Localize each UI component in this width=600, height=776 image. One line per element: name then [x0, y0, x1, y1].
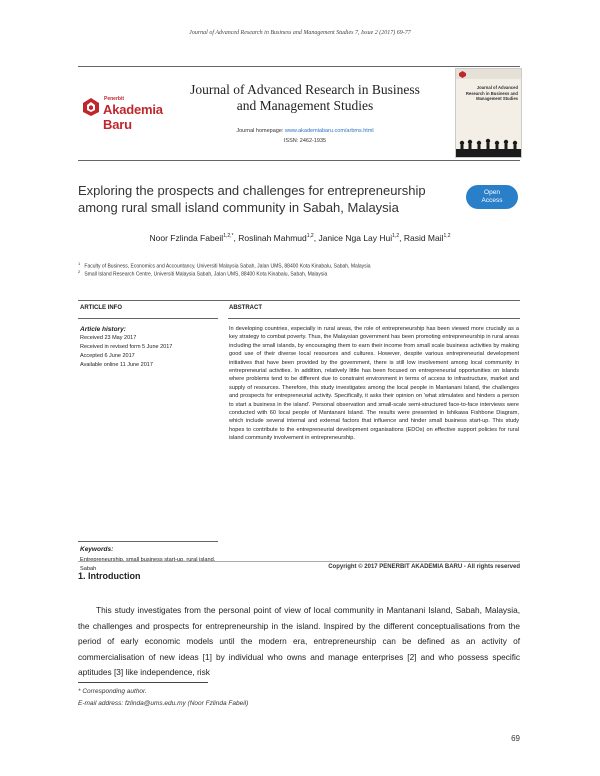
- keywords-rule: [78, 541, 218, 542]
- journal-title: [170, 82, 440, 114]
- author-affiliation-sup: 1,2: [443, 233, 451, 240]
- paper-title-line-2: among rural small island community in Sabah, Malaysia: [78, 199, 399, 215]
- article-info-label: ARTICLE INFO: [80, 305, 122, 311]
- author-affiliation-sup: 1,2: [392, 233, 400, 240]
- author-name: Noor Fzlinda Fabeil: [149, 233, 224, 243]
- affiliation-number: 1: [78, 261, 81, 266]
- info-top-rule: [78, 300, 520, 301]
- author-affiliation-sup: 1,2: [306, 233, 314, 240]
- keywords-heading: Keywords:: [80, 546, 114, 553]
- abstract-text: In developing countries, especially in rural areas, the role of entrepreneurship has been viewed more crucially as a key strategy to combat poverty. Thus, the Malaysian government has been promoting entrepreneurship in rural areas including the small islands, by encouraging them to earn their income from small scale business activities by making good use of their diverse local resources and cultures. However, despite various entrepreneurial development initiatives that have been provided by the government, there is still low involvement among local community in entrepreneurial activities. In addition, relatively little has been focused on entrepreneurial opportunities on islands where problems tend to be different due to constraint environment in terms of access to infrastructure, market and supply of resources. Therefore, this study investigates among the local people in Mantanani Island, the challenges and prospects for entrepreneurial activity. Specifically, it asks their opinion on 'what stimulates and hinders a person to start a business in the island'. Personal observation and small-scale semi-structured face-to-face interviews were conducted with 60 local people of Mantanani Island. The results were presented in Ishikawa Fishbone Diagram, which include several internal and external factors that influence and hinder small business start-up. This study hopes to contribute to the entrepreneurial development organisations (EDOs) on effective support policies for rural island community involvement in entrepreneurship.: [229, 326, 519, 442]
- history-online: Available online 11 June 2017: [80, 362, 153, 368]
- journal-homepage: [170, 128, 440, 134]
- author-name: Rasid Mail: [403, 233, 444, 243]
- author-name: Janice Nga Lay Hui: [318, 233, 393, 243]
- footnote-rule: [78, 682, 208, 683]
- cover-title: Journal of Advanced Research in Business and Management Studies: [465, 85, 518, 101]
- copyright-rule: [78, 561, 520, 562]
- journal-title-line-2: and Management Studies: [236, 98, 374, 113]
- author-list: Noor Fzlinda Fabeil$^{1,2,*}$, Roslinah Mahmud$^{1,2}$, Janice Nga Lay Hui$^{1,2}$, Rasid Mail$^{1,2}$: [149, 233, 451, 243]
- cover-logo-icon: [459, 71, 466, 78]
- paper-title-line-1: Exploring the prospects and challenges for entrepreneurship: [78, 183, 426, 198]
- journal-homepage-link[interactable]: www.akademiabaru.com/arbms.html: [284, 128, 374, 134]
- journal-cover-thumbnail: [455, 68, 522, 158]
- affiliation-text: Small Island Research Centre, Universiti Malaysia Sabah, Jalan UMS, 88400 Kota Kinabalu, Sabah, Malaysia: [84, 271, 328, 278]
- header-top-rule: [78, 66, 520, 67]
- info-divider-rule: [78, 318, 218, 319]
- open-access-line-2: Access: [481, 197, 503, 204]
- page-number: 69: [511, 734, 520, 743]
- cover-silhouettes-icon: [456, 137, 521, 157]
- introduction-paragraph: [78, 603, 520, 681]
- publisher-logo-name: Akademia Baru: [103, 102, 163, 132]
- journal-title-line-1: Journal of Advanced Research in Business: [190, 82, 420, 97]
- open-access-line-1: Open: [484, 189, 500, 196]
- abstract-label: ABSTRACT: [229, 305, 262, 311]
- publisher-logo-icon: [82, 97, 100, 117]
- keywords-text: Entrepreneurship, small business start-up, rural island, Sabah: [80, 557, 216, 572]
- publisher-logo-small-text: Penerbit: [104, 96, 125, 102]
- author-affiliation-sup: 1,2,*: [223, 233, 234, 240]
- history-received: Received 23 May 2017: [80, 335, 137, 341]
- affiliation-text: Faculty of Business, Economics and Accountancy, Universiti Malaysia Sabah, Jalan UMS, 88400 Kota Kinabalu, Sabah, Malaysia: [84, 263, 371, 270]
- affiliation-number: 2: [78, 269, 81, 274]
- running-header: Journal of Advanced Research in Business and Management Studies 7, Issue 2 (2017) 69-77: [189, 30, 411, 36]
- journal-issn: ISSN: 2462-1935: [283, 138, 327, 144]
- affiliation-2: [78, 269, 327, 278]
- journal-homepage-prefix: Journal homepage:: [236, 128, 285, 134]
- author-name: Roslinah Mahmud: [238, 233, 307, 243]
- header-bottom-rule: [78, 160, 520, 161]
- footnote-corresponding: * Corresponding author.: [78, 688, 147, 695]
- paper-title: [78, 183, 458, 216]
- footnote-email: E-mail address: fzlinda@ums.edu.my (Noor Fzlinda Fabeil): [78, 700, 249, 707]
- abstract-divider-rule: [228, 318, 520, 319]
- copyright-notice: Copyright © 2017 PENERBIT AKADEMIA BARU - All rights reserved: [328, 564, 520, 570]
- history-accepted: Accepted 6 June 2017: [80, 353, 135, 359]
- article-history-heading: Article history:: [80, 326, 126, 333]
- open-access-badge[interactable]: [466, 185, 518, 209]
- introduction-heading: 1. Introduction: [78, 571, 141, 581]
- publisher-logo: [78, 95, 178, 132]
- introduction-paragraph-text: This study investigates from the personal point of view of local community in Mantanani Island, Sabah, Malaysia, the challenges and prospects for entrepreneurship in the island. Inspired by the different conceptualisations from the period of early economic models until the modern era, entrepreneurship can be defined as an activity of commercialisation of new ideas [1] by individual who owns and manage enterprises [2] and who possess specific aptitudes [3] like independence, risk: [78, 605, 520, 678]
- history-revised: Received in revised form 5 June 2017: [80, 344, 173, 350]
